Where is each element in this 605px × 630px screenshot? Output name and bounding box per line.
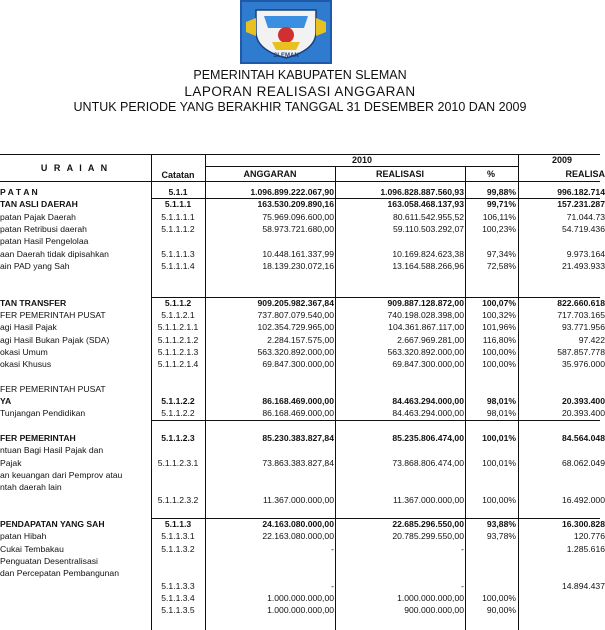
- row-label: patan Retribusi daerah: [0, 223, 87, 234]
- row-label: agi Hasil Pajak: [0, 322, 57, 333]
- row-percent: 100,23%: [482, 223, 516, 234]
- row-realisasi: 2.667.969.281,00: [397, 334, 464, 345]
- col-header-catatan: Catatan: [161, 170, 195, 180]
- row-realisasi: 563.320.892.000,00: [387, 346, 464, 357]
- table-row: [0, 408, 605, 420]
- row-label: TAN TRANSFER: [0, 297, 67, 308]
- table-row: [0, 285, 600, 297]
- row-realisasi: 13.164.588.266,96: [392, 260, 464, 271]
- row-label: patan Hasil Pengelolaa: [0, 236, 89, 247]
- row-catatan: 5.1.1.2.1.1: [157, 322, 199, 333]
- row-realisasi-2009: 71.044.73: [566, 211, 605, 222]
- row-realisasi-2009: 20.393.400: [561, 396, 605, 407]
- year-sub-rule: [206, 166, 518, 167]
- table-row: [0, 433, 605, 445]
- row-realisasi: 163.058.468.137,93: [387, 199, 464, 210]
- col-header-anggaran: ANGGARAN: [243, 169, 297, 179]
- row-label: okasi Umum: [0, 346, 48, 357]
- header-bottom-rule: [0, 181, 600, 182]
- row-percent: 100,00%: [482, 346, 516, 357]
- col-header-2010: 2010: [351, 155, 373, 165]
- row-percent: 97,34%: [486, 248, 516, 259]
- regency-logo: [240, 0, 332, 64]
- table-row: [0, 470, 600, 482]
- row-realisasi: 85.235.806.474,00: [392, 433, 464, 443]
- row-percent: 100,00%: [482, 592, 516, 603]
- row-catatan: 5.1.1.1.4: [161, 260, 195, 271]
- row-label: ntah daerah lain: [0, 482, 62, 493]
- row-label: FER PEMERINTAH PUSAT: [0, 383, 106, 394]
- row-realisasi: 20.785.299.550,00: [392, 531, 464, 542]
- row-catatan: 5.1.1.3.5: [161, 605, 195, 616]
- table-row: [0, 605, 600, 617]
- row-realisasi: 84.463.294.000,00: [392, 408, 464, 419]
- row-anggaran: 75.969.096.600,00: [262, 211, 334, 222]
- row-realisasi: 59.110.503.292,07: [392, 223, 464, 234]
- row-realisasi-2009: 16.492.000: [561, 494, 605, 505]
- row-percent: 72,58%: [486, 260, 516, 271]
- row-anggaran: 10.448.161.337,99: [262, 248, 334, 259]
- row-percent: 106,11%: [482, 211, 516, 222]
- row-anggaran: 73.863.383.827,84: [262, 457, 334, 468]
- row-catatan: 5.1.1.1.2: [161, 223, 195, 234]
- row-anggaran: 1.000.000.000,00: [267, 592, 334, 603]
- row-label: FER PEMERINTAH: [0, 433, 76, 443]
- row-catatan: 5.1.1.2.1.4: [157, 359, 199, 370]
- row-percent: 98,01%: [486, 408, 516, 419]
- budget-realization-table: [0, 154, 605, 630]
- row-realisasi: 10.169.824.623,38: [392, 248, 464, 259]
- row-realisasi-2009: 68.062.049: [561, 457, 605, 468]
- row-realisasi-2009: 20.393.400: [561, 408, 605, 419]
- row-percent: 99,71%: [486, 199, 516, 210]
- row-realisasi-2009: 84.564.048: [561, 433, 605, 443]
- row-anggaran: 1.096.899.222.067,90: [250, 187, 334, 197]
- row-anggaran: 102.354.729.965,00: [257, 322, 334, 333]
- row-catatan: 5.1.1.1.3: [161, 248, 195, 259]
- row-label: P A T A N: [0, 187, 38, 197]
- row-realisasi-2009: 54.719.436: [561, 223, 605, 234]
- row-realisasi-2009: 14.894.437: [561, 580, 605, 591]
- report-title: LAPORAN REALISASI ANGGARAN: [184, 84, 416, 99]
- table-row: [0, 322, 605, 334]
- row-percent: 116,80%: [482, 334, 516, 345]
- row-percent: 101,96%: [482, 322, 516, 333]
- row-anggaran: 909.205.982.367,84: [257, 297, 334, 308]
- table-row: [0, 531, 605, 543]
- row-catatan: 5.1.1.2.2: [161, 396, 195, 407]
- row-realisasi-2009: 822.660.618: [557, 297, 605, 308]
- row-realisasi-2009: 21.493.933: [561, 260, 605, 271]
- table-row: [0, 580, 605, 593]
- row-realisasi: 80.611.542.955,52: [392, 211, 464, 222]
- row-label: ain PAD yang Sah: [0, 260, 70, 271]
- row-anggaran: 18.139.230.072,16: [262, 260, 334, 271]
- row-realisasi-2009: 120.776: [573, 531, 605, 542]
- table-row: [0, 372, 600, 384]
- row-realisasi: -: [461, 543, 464, 554]
- table-row: [0, 223, 605, 236]
- row-label: Cukai Tembakau: [0, 543, 64, 554]
- row-percent: 93,78%: [486, 531, 516, 542]
- row-realisasi-2009: 157.231.287: [557, 199, 605, 210]
- row-percent: 98,01%: [486, 396, 516, 407]
- table-row: [0, 519, 605, 531]
- col-header-realisasi-2009: REALISA: [565, 169, 605, 179]
- row-anggaran: 22.163.080.000,00: [262, 531, 334, 542]
- row-anggaran: 2.284.157.575,00: [267, 334, 334, 345]
- table-row: [0, 260, 605, 273]
- row-realisasi-2009: 996.182.714: [557, 187, 605, 197]
- row-anggaran: 163.530.209.890,16: [257, 199, 334, 210]
- table-row: [0, 568, 600, 580]
- table-row: [0, 248, 605, 261]
- row-anggaran: 1.000.000.000,00: [267, 605, 334, 616]
- row-percent: 93,88%: [486, 519, 516, 530]
- row-realisasi-2009: 93.771.956: [561, 322, 605, 333]
- row-anggaran: 24.163.080.000,00: [262, 519, 334, 530]
- row-percent: 90,00%: [486, 605, 516, 616]
- row-label: an keuangan dari Pemprov atau: [0, 469, 123, 480]
- row-realisasi-2009: 587.857.778: [557, 346, 605, 357]
- row-anggaran: -: [331, 543, 334, 554]
- row-label: patan Pajak Daerah: [0, 211, 76, 222]
- row-label: PENDAPATAN YANG SAH: [0, 519, 105, 530]
- table-row: [0, 543, 605, 556]
- row-realisasi: 740.198.028.398,00: [387, 310, 464, 320]
- table-row: [0, 310, 605, 322]
- table-row: [0, 359, 605, 371]
- table-row: [0, 445, 600, 457]
- row-catatan: 5.1.1.2.1: [161, 310, 195, 320]
- row-label: Penguatan Desentralisasi: [0, 556, 98, 566]
- row-percent: 99,88%: [486, 187, 516, 197]
- row-realisasi: 69.847.300.000,00: [392, 359, 464, 370]
- col-header-2009: 2009: [551, 155, 573, 165]
- row-label: dan Percepatan Pembangunan: [0, 568, 119, 579]
- row-label: ntuan Bagi Hasil Pajak dan: [0, 445, 104, 456]
- row-anggaran: 737.807.079.540,00: [257, 310, 334, 320]
- row-realisasi-2009: 717.703.165: [557, 310, 605, 320]
- row-catatan: 5.1.1.2.3.1: [157, 457, 199, 468]
- col-header-pct: %: [486, 169, 495, 179]
- row-realisasi-2009: 97.422: [578, 334, 605, 345]
- row-catatan: 5.1.1.2: [164, 297, 192, 308]
- row-anggaran: 85.230.383.827,84: [262, 433, 334, 443]
- row-percent: 100,01%: [482, 433, 516, 443]
- row-realisasi: 11.367.000.000,00: [392, 494, 464, 505]
- row-anggaran: 86.168.469.000,00: [262, 408, 334, 419]
- row-label: TAN ASLI DAERAH: [0, 199, 78, 210]
- table-row: [0, 273, 600, 285]
- row-catatan: 5.1.1.1.1: [161, 211, 195, 222]
- col-header-realisasi: REALISASI: [375, 169, 424, 179]
- table-row: [0, 421, 600, 433]
- row-label: agi Hasil Bukan Pajak (SDA): [0, 334, 110, 345]
- row-realisasi-2009: 35.976.000: [561, 359, 605, 370]
- government-name: PEMERINTAH KABUPATEN SLEMAN: [193, 68, 407, 82]
- table-row: [0, 482, 600, 494]
- report-period: UNTUK PERIODE YANG BERAKHIR TANGGAL 31 DESEMBER 2010 DAN 2009: [73, 100, 527, 114]
- row-catatan: 5.1.1.3.2: [161, 543, 195, 554]
- row-anggaran: 11.367.000.000,00: [262, 494, 334, 505]
- row-realisasi-2009: 1.285.616: [566, 543, 605, 554]
- row-realisasi-2009: 9.973.164: [566, 248, 605, 259]
- table-row: [0, 187, 605, 199]
- row-catatan: 5.1.1.3.4: [161, 592, 195, 603]
- row-realisasi: -: [461, 580, 464, 591]
- table-row: [0, 211, 605, 224]
- table-row: [0, 556, 600, 568]
- table-row: [0, 297, 605, 310]
- table-row: [0, 396, 605, 408]
- row-catatan: 5.1.1.2.3.2: [157, 494, 199, 505]
- row-realisasi: 1.000.000.000,00: [397, 592, 464, 603]
- row-catatan: 5.1.1.1: [164, 199, 192, 210]
- table-row: [0, 346, 605, 359]
- row-percent: 100,00%: [482, 359, 516, 370]
- row-label: Pajak: [0, 457, 22, 468]
- table-row: [0, 384, 600, 396]
- row-anggaran: 563.320.892.000,00: [257, 346, 334, 357]
- row-anggaran: 69.847.300.000,00: [262, 359, 334, 370]
- row-label: okasi Khusus: [0, 359, 52, 370]
- table-row: [0, 507, 600, 519]
- row-realisasi: 104.361.867.117,00: [388, 322, 464, 333]
- row-anggaran: 86.168.469.000,00: [262, 396, 334, 407]
- row-realisasi: 909.887.128.872,00: [387, 297, 464, 308]
- row-label: aan Daerah tidak dipisahkan: [0, 248, 109, 259]
- row-realisasi: 22.685.296.550,00: [392, 519, 464, 530]
- row-catatan: 5.1.1: [168, 187, 188, 197]
- row-realisasi: 900.000.000,00: [404, 605, 464, 616]
- table-row: [0, 457, 605, 470]
- row-percent: 100,01%: [482, 457, 516, 468]
- table-row: [0, 334, 605, 347]
- row-realisasi: 1.096.828.887.560,93: [380, 187, 464, 197]
- row-label: patan Hibah: [0, 531, 47, 542]
- row-catatan: 5.1.1.3.1: [161, 531, 195, 542]
- table-row: [0, 494, 605, 507]
- row-percent: 100,00%: [482, 494, 516, 505]
- row-catatan: 5.1.1.3: [164, 519, 192, 530]
- logo-caption: SLEMAN: [273, 53, 299, 59]
- col-header-uraian: U R A I A N: [40, 163, 110, 173]
- row-realisasi: 73.868.806.474,00: [392, 457, 464, 468]
- row-label: YA: [0, 396, 12, 407]
- row-catatan: 5.1.1.2.3: [161, 433, 195, 443]
- table-row: [0, 236, 600, 248]
- row-catatan: 5.1.1.2.2: [161, 408, 195, 419]
- row-label: Tunjangan Pendidikan: [0, 408, 86, 419]
- row-anggaran: 58.973.721.680,00: [262, 223, 334, 234]
- table-row: [0, 593, 600, 605]
- row-catatan: 5.1.1.2.1.2: [157, 334, 199, 345]
- row-percent: 100,07%: [482, 297, 516, 308]
- row-anggaran: -: [331, 580, 334, 591]
- row-realisasi-2009: 16.300.828: [561, 519, 605, 530]
- row-catatan: 5.1.1.2.1.3: [157, 346, 199, 357]
- table-row: [0, 199, 605, 211]
- row-label: FER PEMERINTAH PUSAT: [0, 310, 106, 320]
- row-catatan: 5.1.1.3.3: [161, 580, 195, 591]
- row-realisasi: 84.463.294.000,00: [392, 396, 464, 407]
- row-percent: 100,32%: [482, 310, 516, 320]
